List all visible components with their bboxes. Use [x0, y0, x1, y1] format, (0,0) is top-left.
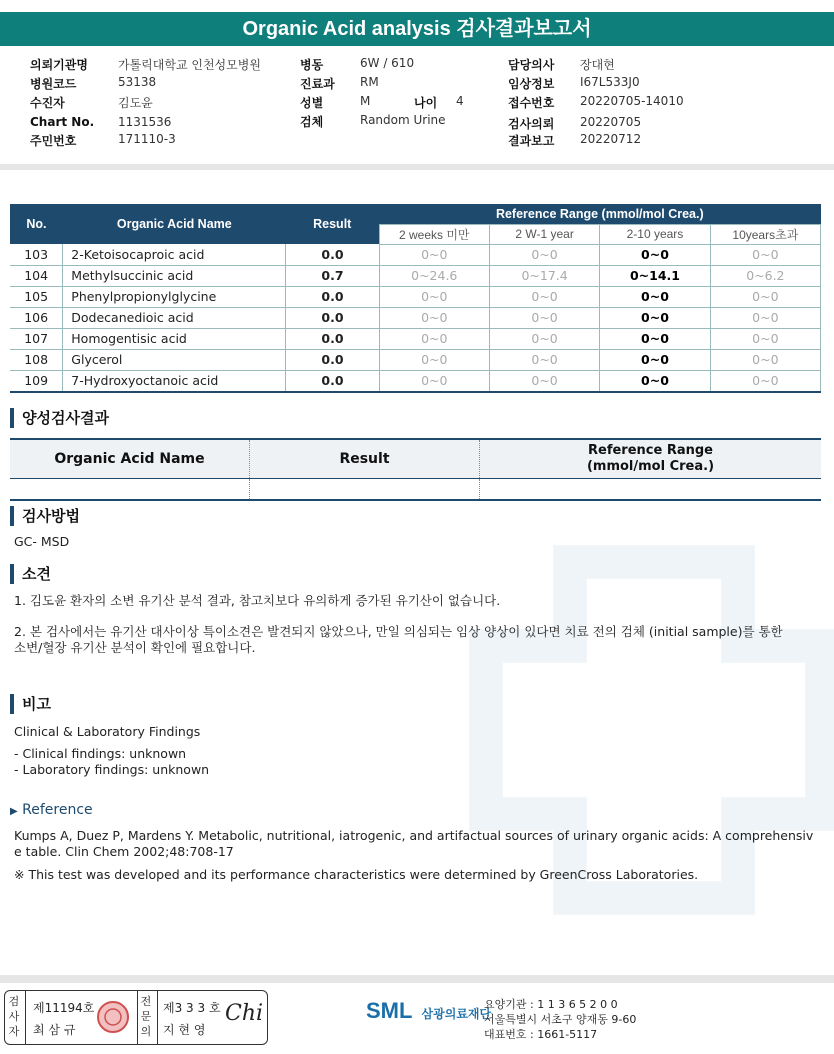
reference-note: ※ This test was developed and its performance characteristics were determined by GreenCross Laboratories. [14, 867, 699, 882]
cell-name: 7-Hydroxyoctanoic acid [63, 370, 286, 392]
cell-no: 104 [10, 265, 63, 286]
cell-name: 2-Ketoisocaproic acid [63, 244, 286, 265]
age-value: 4 [456, 94, 464, 108]
cell-result: 0.0 [286, 286, 379, 307]
cell-range: 0~0 [710, 349, 820, 370]
table-row [10, 286, 821, 307]
remarks-heading: Clinical & Laboratory Findings [14, 724, 201, 739]
specialist-label: 전문의 [140, 995, 152, 1038]
sub-header: 2-10 years [600, 224, 710, 244]
info-label: 주민번호 [30, 134, 77, 148]
info-value: 20220705-14010 [580, 94, 684, 108]
cell-range: 0~0 [710, 370, 820, 392]
cell-no: 103 [10, 244, 63, 265]
table-row [10, 307, 821, 328]
info-value: 20220705 [580, 115, 642, 129]
logo-text: SML [366, 998, 413, 1023]
info-label: 담당의사 [508, 58, 555, 72]
handwritten-signature: Chi [225, 1001, 264, 1026]
sub-header: 2 W-1 year [489, 224, 599, 244]
info-value: 김도윤 [118, 96, 153, 110]
cell-range: 0~0 [600, 349, 710, 370]
specialist-name: 지 현 영 [163, 1023, 206, 1037]
cell-range: 0~0 [379, 370, 489, 392]
cell-name: Methylsuccinic acid [63, 265, 286, 286]
cell-no: 109 [10, 370, 63, 392]
table-row [10, 328, 821, 349]
cell-range: 0~0 [600, 307, 710, 328]
info-label: 임상정보 [508, 77, 555, 91]
positive-results-table [10, 438, 821, 501]
seal-stamp-icon [95, 999, 131, 1035]
footer-line1: 요양기관 : 1 1 3 6 5 2 0 0 [484, 998, 618, 1011]
cell-name: Dodecanedioic acid [63, 307, 286, 328]
cell-range: 0~0 [489, 370, 599, 392]
info-label: 결과보고 [508, 134, 555, 148]
cell-range: 0~0 [710, 307, 820, 328]
cell-range: 0~0 [379, 328, 489, 349]
cell-range: 0~0 [600, 286, 710, 307]
method-section-title: 검사방법 [10, 506, 80, 526]
cell-range: 0~24.6 [379, 265, 489, 286]
age-label: 나이 [414, 96, 438, 110]
cell-result: 0.0 [286, 349, 379, 370]
info-label: 진료과 [300, 77, 335, 91]
table-row [10, 479, 821, 501]
cell-range: 0~0 [489, 307, 599, 328]
cell-range: 0~0 [600, 328, 710, 349]
reference-title-text: Reference [22, 802, 93, 818]
cell-result: 0.7 [286, 265, 379, 286]
pos-col-reference [480, 439, 822, 479]
cell-result: 0.0 [286, 244, 379, 265]
cell-range: 0~17.4 [489, 265, 599, 286]
cell-no: 106 [10, 307, 63, 328]
positive-section-title: 양성검사결과 [10, 408, 109, 428]
reference-text-line2: e table. Clin Chem 2002;48:708-17 [14, 844, 234, 859]
remarks-line2: - Laboratory findings: unknown [14, 762, 210, 777]
results-table [10, 204, 821, 393]
triangle-icon: ▶ [10, 806, 18, 817]
tester-number: 제11194호 [33, 1001, 95, 1015]
table-row [10, 265, 821, 286]
cell-range: 0~0 [710, 244, 820, 265]
cell-range: 0~0 [600, 370, 710, 392]
remarks-line1: - Clinical findings: unknown [14, 746, 187, 761]
info-label: 의뢰기관명 [30, 58, 88, 72]
info-value: 53138 [118, 75, 157, 89]
cell-result: 0.0 [286, 328, 379, 349]
cell-range: 0~0 [489, 349, 599, 370]
cell-range: 0~0 [379, 349, 489, 370]
tester-label: 검사자 [8, 995, 20, 1038]
signature-box [4, 990, 268, 1045]
col-header-result: Result [286, 204, 379, 244]
cell-range: 0~0 [489, 328, 599, 349]
pos-ref-line2: (mmol/mol Crea.) [586, 459, 715, 474]
report-title: Organic Acid analysis 검사결과보고서 [0, 12, 834, 46]
cell-name: Phenylpropionylglycine [63, 286, 286, 307]
cell-range: 0~0 [489, 244, 599, 265]
info-value: 6W / 610 [360, 56, 415, 70]
table-row [10, 349, 821, 370]
tester-name: 최 삼 규 [33, 1023, 76, 1037]
col-header-reference: Reference Range (mmol/mol Crea.) [379, 204, 820, 224]
cell-range: 0~0 [379, 286, 489, 307]
col-header-no: No. [10, 204, 63, 244]
info-label: 병동 [300, 58, 324, 72]
specialist-number: 제3 3 3 호 [163, 1001, 221, 1015]
info-label: 수진자 [30, 96, 65, 110]
footer-address [484, 997, 636, 1042]
info-label: 검체 [300, 115, 324, 129]
cell-name: Glycerol [63, 349, 286, 370]
findings-item-1: 1. 김도윤 환자의 소변 유기산 분석 결과, 참고치보다 유의하게 증가된 유기산이 없습니다. [14, 593, 501, 608]
remarks-section-title: 비고 [10, 694, 51, 714]
info-value: 1131536 [118, 115, 172, 129]
info-value: 171110-3 [118, 132, 176, 146]
info-value: 가톨릭대학교 인천성모병원 [118, 58, 261, 72]
reference-title [10, 802, 93, 820]
cell-range: 0~0 [489, 286, 599, 307]
method-text: GC- MSD [14, 534, 70, 549]
footer-divider [0, 975, 834, 983]
footer-line2: 서울특별시 서초구 양재동 9-60 [484, 1013, 637, 1026]
cell-range: 0~6.2 [710, 265, 820, 286]
info-label: Chart No. [30, 115, 95, 129]
cell-range: 0~0 [379, 307, 489, 328]
cell-no: 107 [10, 328, 63, 349]
info-value: 20220712 [580, 132, 642, 146]
divider [0, 164, 834, 170]
pos-ref-line1: Reference Range [588, 443, 713, 458]
sml-logo [366, 998, 491, 1024]
info-value: I67L533J0 [580, 75, 640, 89]
info-label: 병원코드 [30, 77, 77, 91]
cell-range: 0~0 [379, 244, 489, 265]
sub-header: 10years초과 [710, 224, 820, 244]
info-value: M [360, 94, 371, 108]
reference-text-line1: Kumps A, Duez P, Mardens Y. Metabolic, nutritional, iatrogenic, and artifactual sources of urinary organic acids: A comprehensiv [14, 828, 814, 843]
cell-result: 0.0 [286, 307, 379, 328]
cell-range: 0~0 [600, 244, 710, 265]
info-label: 접수번호 [508, 96, 555, 110]
info-value: RM [360, 75, 379, 89]
cell-no: 108 [10, 349, 63, 370]
table-row [10, 244, 821, 265]
info-value: 장대현 [580, 58, 615, 72]
footer-line3: 대표번호 : 1661-5117 [484, 1028, 598, 1041]
pos-col-result: Result [250, 439, 480, 479]
findings-item-2-line2: 소변/혈장 유기산 분석이 확인에 필요합니다. [14, 640, 256, 655]
info-label: 검사의뢰 [508, 117, 555, 131]
cell-name: Homogentisic acid [63, 328, 286, 349]
pos-col-name: Organic Acid Name [10, 439, 250, 479]
org-name: 삼광의료재단 [421, 1007, 492, 1021]
col-header-name: Organic Acid Name [63, 204, 286, 244]
cell-range: 0~14.1 [600, 265, 710, 286]
cell-range: 0~0 [710, 286, 820, 307]
findings-section-title: 소견 [10, 564, 51, 584]
cell-range: 0~0 [710, 328, 820, 349]
table-row [10, 370, 821, 392]
info-label: 성별 [300, 96, 324, 110]
cell-no: 105 [10, 286, 63, 307]
sub-header: 2 weeks 미만 [379, 224, 489, 244]
info-value: Random Urine [360, 113, 446, 127]
cell-result: 0.0 [286, 370, 379, 392]
findings-item-2-line1: 2. 본 검사에서는 유기산 대사이상 특이소견은 발견되지 않았으나, 만일 의심되는 임상 양상이 있다면 치료 전의 검체 (initial sample)를 통한 [14, 624, 783, 639]
